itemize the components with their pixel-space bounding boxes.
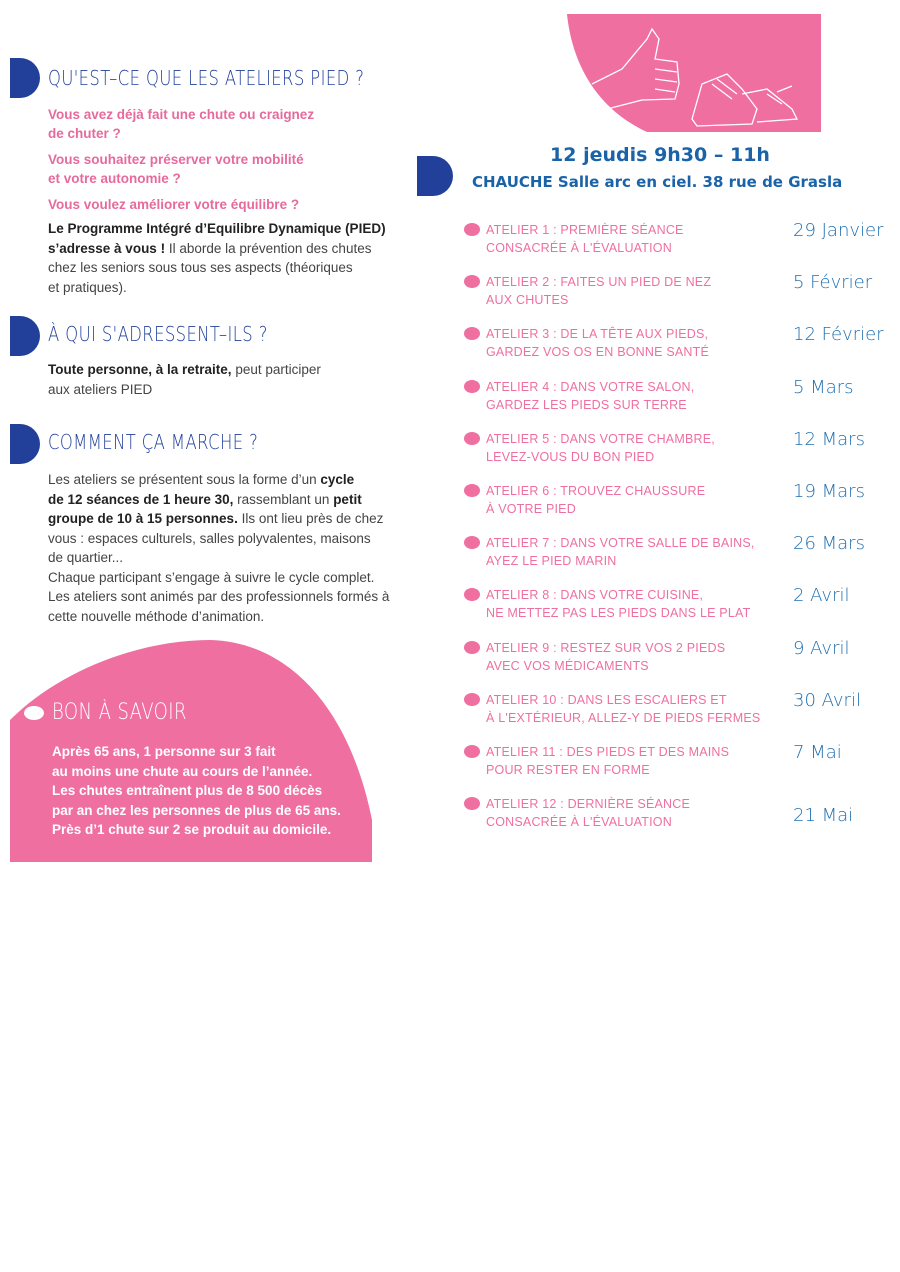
bullet-icon xyxy=(464,223,480,236)
workshop-title: ATELIER 11 : DES PIEDS ET DES MAINS POUR RESTER EN FORME xyxy=(486,745,730,777)
workshop-item xyxy=(464,482,884,522)
workshop-date: 2 Avril xyxy=(793,585,850,607)
workshop-date: 19 Mars xyxy=(793,481,865,502)
who-line2: aux ateliers PIED xyxy=(48,381,153,397)
workshop-item xyxy=(464,639,884,679)
question-2a: Vous souhaitez préserver votre mobilité xyxy=(48,152,304,167)
workshop-title: ATELIER 12 : DERNIÈRE SÉANCE CONSACRÉE À L'ÉVALUATION xyxy=(486,797,691,830)
schedule-location: CHAUCHE Salle arc en ciel. 38 rue de Grasla xyxy=(472,173,843,191)
workshop-item xyxy=(464,743,884,783)
bullet-icon xyxy=(464,641,480,654)
workshop-title: ATELIER 7 : DANS VOTRE SALLE DE BAINS, AYEZ LE PIED MARIN xyxy=(486,536,755,569)
intro-line4: et pratiques). xyxy=(48,279,127,295)
schedule-days-time: 12 jeudis 9h30 – 11h xyxy=(550,144,770,166)
bullet-icon xyxy=(464,745,480,758)
section-title-how: COMMENT ÇA MARCHE ? xyxy=(48,430,259,454)
thumbs-up-shoes-illustration xyxy=(567,14,821,132)
who-text xyxy=(48,360,321,399)
workshop-item xyxy=(464,586,884,626)
workshop-date: 12 Mars xyxy=(793,428,865,450)
bullet-icon xyxy=(464,275,480,288)
workshop-date: 5 Février xyxy=(793,272,873,294)
intro-line3: chez les seniors sous tous ses aspects (théoriques xyxy=(48,260,353,275)
bullet-icon xyxy=(464,536,480,549)
bullet-icon xyxy=(464,327,480,340)
workshop-date: 5 Mars xyxy=(793,376,854,398)
intro-rest: Il aborde la prévention des chutes xyxy=(165,240,372,256)
workshop-date: 9 Avril xyxy=(793,637,850,659)
workshop-item xyxy=(464,795,884,835)
workshop-item xyxy=(464,325,884,365)
section-marker-icon xyxy=(10,424,40,464)
section-title-who: À QUI S'ADRESSENT–ILS ? xyxy=(48,322,268,346)
question-1a: Vous avez déjà fait une chute ou craignez xyxy=(48,107,315,122)
intro-text xyxy=(48,219,386,297)
workshop-item xyxy=(464,221,884,261)
bullet-icon xyxy=(464,484,480,497)
section-marker-icon xyxy=(10,58,40,98)
bullet-icon xyxy=(464,797,480,810)
workshop-title: ATELIER 3 : DE LA TÊTE AUX PIEDS, GARDEZ VOS OS EN BONNE SANTÉ xyxy=(486,327,710,360)
workshop-title: ATELIER 9 : RESTEZ SUR VOS 2 PIEDS AVEC VOS MÉDICAMENTS xyxy=(486,640,726,673)
bullet-icon xyxy=(464,380,480,393)
workshop-date: 7 Mai xyxy=(793,742,842,763)
who-rest: peut participer xyxy=(231,362,321,377)
bullet-icon xyxy=(464,588,480,601)
workshop-title: ATELIER 2 : FAITES UN PIED DE NEZ AUX CHUTES xyxy=(486,275,712,308)
section-title-what: QU'EST–CE QUE LES ATELIERS PIED ? xyxy=(48,66,365,90)
bullet-icon xyxy=(464,693,480,706)
workshop-date: 26 Mars xyxy=(793,533,865,555)
workshop-date: 29 Janvier xyxy=(793,220,884,241)
who-bold: Toute personne, à la retraite, xyxy=(48,362,232,377)
workshop-item xyxy=(464,691,884,731)
question-2b: et votre autonomie ? xyxy=(48,171,181,186)
bullet-icon xyxy=(24,706,44,720)
bon-a-savoir-text: Après 65 ans, 1 personne sur 3 fait au moins une chute au cours de l’année. Les chutes entraînent plus de 8 500 décès par an chez les personnes de plus de 65 ans. Près d’1 chute sur 2 se produit au domicile. xyxy=(52,744,341,837)
question-3: Vous voulez améliorer votre équilibre ? xyxy=(48,197,300,212)
workshop-title: ATELIER 6 : TROUVEZ CHAUSSURE À VOTRE PIED xyxy=(486,484,706,516)
bullet-icon xyxy=(464,432,480,445)
bon-a-savoir-title: BON À SAVOIR xyxy=(52,700,187,725)
workshop-title: ATELIER 10 : DANS LES ESCALIERS ET À L'EXTÉRIEUR, ALLEZ-Y DE PIEDS FERMES xyxy=(486,692,761,725)
workshop-title: ATELIER 1 : PREMIÈRE SÉANCE CONSACRÉE À L'ÉVALUATION xyxy=(486,223,684,255)
workshop-date: 21 Mai xyxy=(793,805,854,827)
workshop-item xyxy=(464,534,884,574)
workshop-title: ATELIER 8 : DANS VOTRE CUISINE, NE METTEZ PAS LES PIEDS DANS LE PLAT xyxy=(486,588,751,621)
how-text: Les ateliers se présentent sous la forme d’un cycle de 12 séances de 1 heure 30, rassemblant un petit groupe de 10 à 15 personnes. Ils ont lieu près de chez vous : espaces culturels, salles polyvalentes, maisons de quartier... Chaque participant s’engage à suivre le cycle complet. Les ateliers sont animés par des professionnels formés à cette nouvelle méthode d’animation. xyxy=(48,472,390,624)
workshop-item xyxy=(464,378,884,418)
workshop-date: 30 Avril xyxy=(793,689,861,711)
workshop-item xyxy=(464,273,884,313)
intro-bold2: s’adresse à vous ! xyxy=(48,240,166,256)
workshop-title: ATELIER 5 : DANS VOTRE CHAMBRE, LEVEZ-VOUS DU BON PIED xyxy=(486,431,715,464)
workshop-title: ATELIER 4 : DANS VOTRE SALON, GARDEZ LES PIEDS SUR TERRE xyxy=(486,379,695,412)
section-marker-icon xyxy=(10,316,40,356)
workshop-date: 12 Février xyxy=(793,324,884,346)
question-1b: de chuter ? xyxy=(48,126,121,141)
intro-bold: Le Programme Intégré d’Equilibre Dynamique (PIED) xyxy=(48,221,386,236)
workshop-item xyxy=(464,430,884,470)
